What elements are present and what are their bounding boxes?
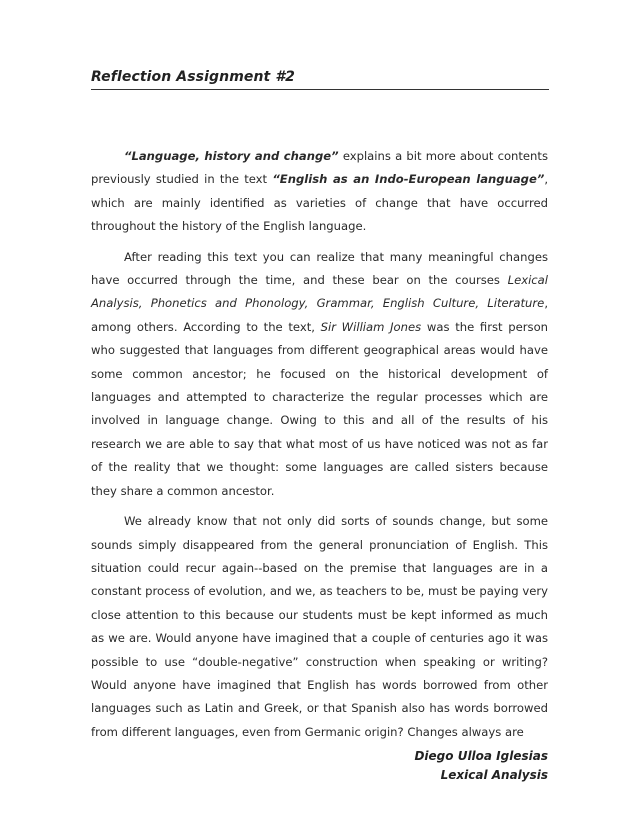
page-footer: [414, 747, 548, 785]
text-span: , which are mainly identified as varieties of change that have occurred throughout the history of the English language.: [91, 172, 548, 234]
course-name: Lexical Analysis: [440, 768, 548, 782]
paragraph-3: [91, 510, 548, 744]
paragraph-2: [91, 246, 548, 503]
text-course-list: Lexical Analysis, Phonetics and Phonology, Grammar, English Culture, Literature: [91, 273, 548, 311]
author-name: Diego Ulloa Iglesias: [414, 749, 548, 763]
text-span: We already know that not only did sorts of sounds change, but some sounds simply disappeared from the general pronunciation of English. This situation could recur again--based on the premise that languages are in a constant process of evolution, and we, as teachers to be, must be paying very close attention to this because our students must be kept informed as much as we are. Would anyone have imagined that a couple of centuries ago it was possible to use “double-negative” construction when speaking or writing? Would anyone have imagined that English has words borrowed from other languages such as Latin and Greek, or that Spanish also has words borrowed from different languages, even from Germanic origin? Changes always are: [91, 514, 548, 739]
text-span: After reading this text you can realize that many meaningful changes have occurred through the time, and these bear on the courses: [91, 249, 548, 288]
page-header: [91, 66, 549, 90]
document-body: [91, 145, 548, 744]
assignment-title: Reflection Assignment #2: [91, 69, 295, 85]
paragraph-1: [91, 145, 548, 239]
text-person-name: Sir William Jones: [320, 319, 422, 334]
text-title-quote: “English as an Indo-European language”: [272, 172, 545, 187]
text-title-quote: “Language, history and change”: [124, 149, 339, 163]
text-span: explains a bit more about contents previously studied in the text: [91, 149, 548, 187]
text-span: was the first person who suggested that languages from different geographical areas would have some common ancestor; he focused on the historical development of languages and attempted to characterize the regular processes which are involved in language change. Owing to this and all of the results of his research we are able to say that what most of us have noticed was not as far of the reality that we thought: some languages are called sisters because they share a common ancestor.: [91, 319, 549, 498]
text-span: , among others. According to the text,: [91, 296, 548, 334]
